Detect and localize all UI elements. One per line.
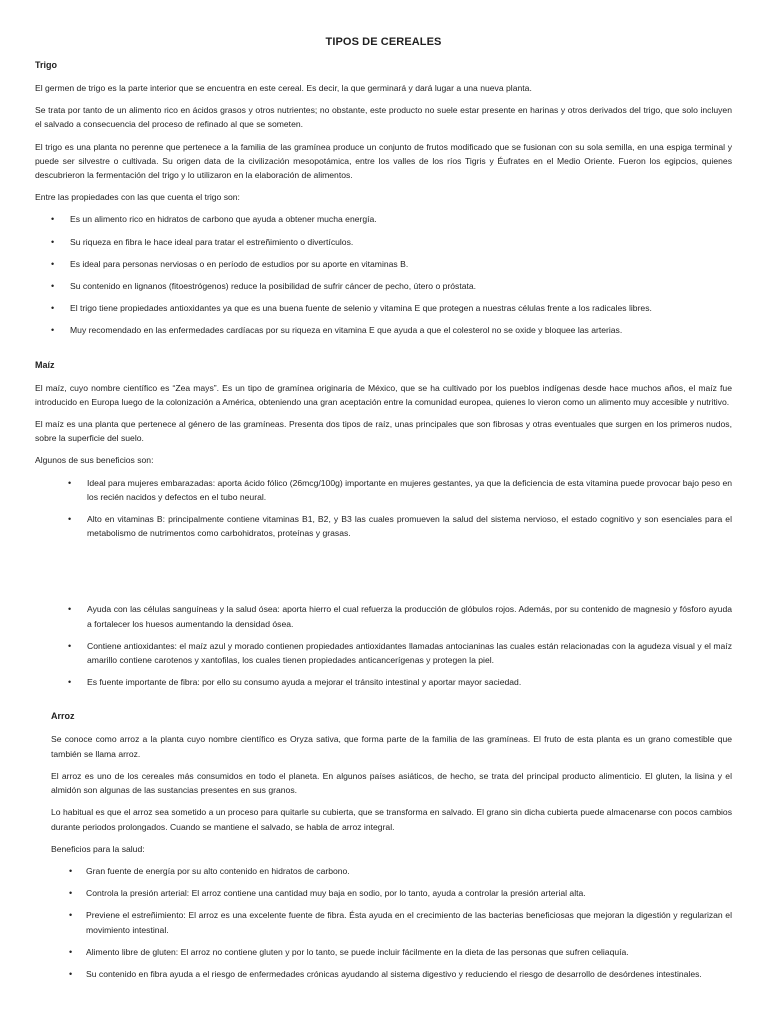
paragraph: El arroz es uno de los cereales más consumidos en todo el planeta. En algunos países asiáticos, de hecho, se trata del principal producto alimenticio. El gluten, la lisina y el almidón son algunas de las sustancias presentes en sus granos. [51,770,732,796]
bullet-list-maiz-b [35,602,732,689]
bullet-icon: • [69,865,73,876]
section-arroz [35,711,732,981]
paragraph: El germen de trigo es la parte interior que se encuentra en este cereal. Es decir, la que germinará y dará lugar a una nueva planta. [35,83,532,93]
bullet-icon: • [51,303,55,314]
bullet-icon: • [51,325,55,336]
bullet-icon: • [69,946,73,957]
list-item: • Controla la presión arterial: El arroz contiene una cantidad muy baja en sodio, por lo tanto, ayuda a controlar la presión arterial alta. [51,886,732,900]
list-item: • Alto en vitaminas B: principalmente contiene vitaminas B1, B2, y B3 las cuales promueven la salud del sistema nervioso, el estado cognitivo y son esenciales para el metabolismo de nutrimentos como carbohidratos, proteínas y grasas. [68,514,732,539]
list-item: • Su riqueza en fibra le hace ideal para tratar el estreñimiento o divertículos. [35,235,732,249]
paragraph: Se trata por tanto de un alimento rico en ácidos grasos y otros nutrientes; no obstante, este producto no suele estar presente en harinas y otros derivados del trigo, que solo incluyen el salvado a consecuencia del proceso de refinado al que se someten. [35,105,732,130]
list-item: • Alimento libre de gluten: El arroz no contiene gluten y por lo tanto, se puede incluir fácilmente en la dieta de las personas que sufren celiaquía. [51,945,732,959]
list-item: • Ayuda con las células sanguíneas y la salud ósea: aporta hierro el cual refuerza la producción de glóbulos rojos. Además, por su contenido de magnesio y fósforo ayuda a fortalecer los huesos aumentando la densidad ósea. [68,604,732,629]
bullet-icon: • [69,910,73,921]
bullet-icon: • [51,214,55,225]
bullet-icon: • [69,888,73,899]
bullet-icon: • [51,236,55,247]
document-title: TIPOS DE CEREALES [325,36,442,48]
paragraph: Algunos de sus beneficios son: [35,455,154,466]
list-item: • Su contenido en lignanos (fitoestrógenos) reduce la posibilidad de sufrir cáncer de pecho, útero o próstata. [35,279,732,293]
bullet-icon: • [68,477,72,488]
bullet-list-maiz-a [35,476,732,541]
section-trigo [35,60,732,338]
bullet-icon: • [51,281,55,292]
paragraph: Entre las propiedades con las que cuenta el trigo son: [35,192,240,203]
paragraph: El trigo es una planta no perenne que pertenece a la familia de las gramínea produce un conjunto de frutos modificado que se fusionan con su sola semilla, en una espiga terminal y puede ser silvestre o cultivada. Su origen data de la civilización mesopotámica, entre los valles de los ríos Tigris y Éufrates en el Medio Oriente. Fueron los egipcios, quienes descubrieron la fermentación del trigo y lo utilizaron en la elaboración de alimentos. [35,141,732,181]
bullet-list-arroz [51,864,732,981]
list-item: • Es ideal para personas nerviosas o en período de estudios por su aporte en vitaminas B. [35,257,732,271]
list-item: • Previene el estreñimiento: El arroz es una excelente fuente de fibra. Ésta ayuda en el crecimiento de las bacterias beneficiosas que mejoran la digestión y regularizan el movimiento intestinal. [69,910,732,935]
list-item: • Es fuente importante de fibra: por ello su consumo ayuda a mejorar el tránsito intestinal y aportar mayor saciedad. [35,675,732,689]
paragraph: Beneficios para la salud: [51,843,145,854]
list-item: • Su contenido en fibra ayuda a el riesgo de enfermedades crónicas ayudando al sistema digestivo y reduciendo el riesgo de desarrollo de desórdenes intestinales. [51,967,732,981]
bullet-icon: • [51,258,55,269]
bullet-icon: • [68,604,72,615]
section-heading-trigo: Trigo [35,60,57,70]
bullet-icon: • [69,968,73,979]
list-item: • Ideal para mujeres embarazadas: aporta ácido fólico (26mcg/100g) importante en mujeres gestantes, ya que la deficiencia de esta vitamina puede provocar bajo peso en los recién nacidos y defectos en el tubo neural. [68,477,732,502]
section-heading-maiz: Maíz [35,359,55,370]
bullet-icon: • [68,677,72,688]
paragraph: El maíz, cuyo nombre científico es “Zea mays”. Es un tipo de gramínea originaria de México, que se ha cultivado por los pueblos indígenas desde hace muchos años, el maíz fue introducido en Europa luego de la colonización a América, obteniendo una gran aceptación entre la comunidad europea, quienes lo vieron como un alimento muy accesible y nutritivo. [35,382,732,407]
paragraph: Lo habitual es que el arroz sea sometido a un proceso para quitarle su cubierta, que se transforma en salvado. El grano sin dicha cubierta puede almacenarse con pocos cambios durante periodos prolongados. Cuando se mantiene el salvado, se habla de arroz integral. [51,807,732,832]
spacer [35,548,732,602]
list-item: • Contiene antioxidantes: el maíz azul y morado contienen propiedades antioxidantes llamadas antocianinas las cuales están relacionadas con la agudeza visual y el maíz amarillo contiene carotenos y xantofilas, los cuales tienen propiedades anticancerígenas y protegen la piel. [68,640,732,666]
bullet-icon: • [68,640,72,651]
list-item: • El trigo tiene propiedades antioxidantes ya que es una buena fuente de selenio y vitamina E que protegen a nuestras células frente a los radicales libres. [35,301,732,315]
list-item: • Gran fuente de energía por su alto contenido en hidratos de carbono. [51,864,732,878]
bullet-icon: • [68,514,72,525]
list-item: • Es un alimento rico en hidratos de carbono que ayuda a obtener mucha energía. [35,212,732,226]
spacer [35,697,732,711]
bullet-list-trigo [35,212,732,337]
paragraph: Se conoce como arroz a la planta cuyo nombre científico es Oryza sativa, que forma parte de la familia de las gramíneas. El fruto de esta planta es un grano comestible que también se llama arroz. [51,734,732,759]
section-maiz [35,360,732,690]
paragraph: El maíz es una planta que pertenece al género de las gramíneas. Presenta dos tipos de raíz, unas principales que son fibrosas y otras eventuales que surgen en los primeros nudos, sobre la superficie del suelo. [35,419,732,444]
spacer [35,346,732,360]
section-heading-arroz: Arroz [51,711,75,722]
list-item: • Muy recomendado en las enfermedades cardíacas por su riqueza en vitamina E que ayuda a que el colesterol no se oxide y bloquee las arterias. [35,323,732,337]
